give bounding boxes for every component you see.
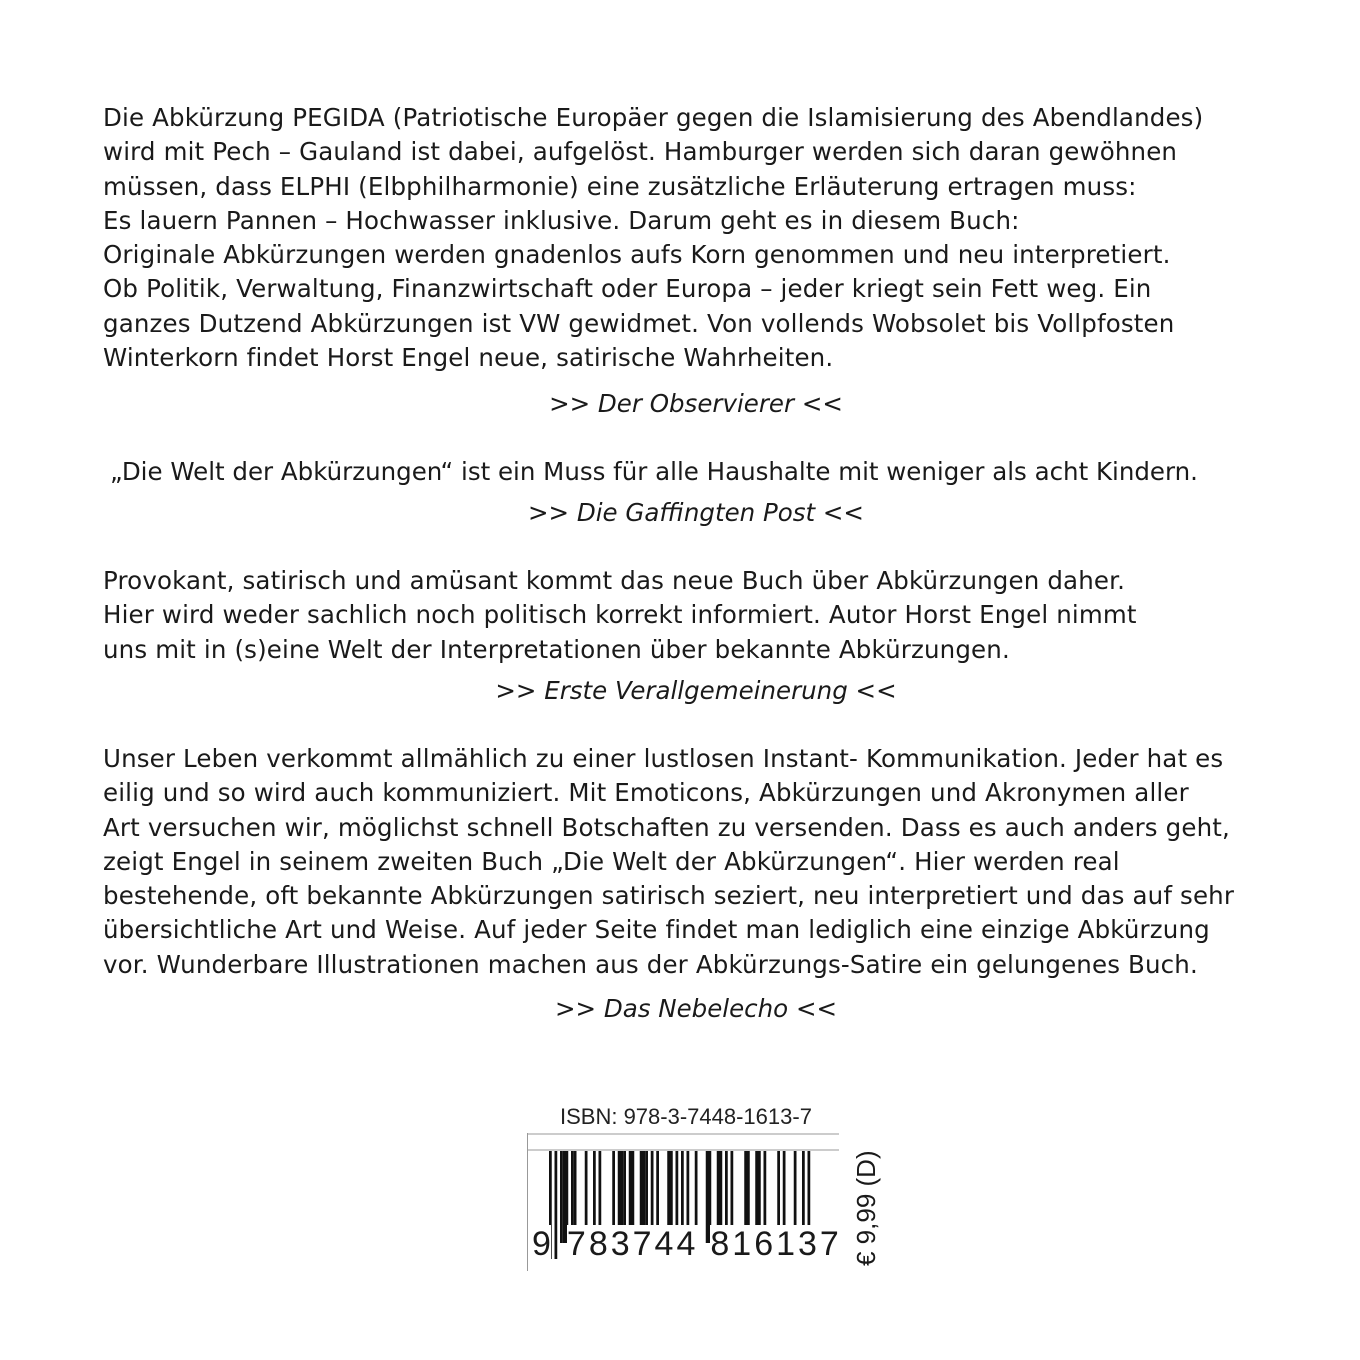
blurb-3-line: Provokant, satirisch und amüsant kommt das neue Buch über Abkürzungen daher. (103, 566, 1126, 595)
blurb-4-line: übersichtliche Art und Weise. Auf jeder Seite findet man lediglich eine einzige Abkürzung (103, 915, 1210, 945)
blurb-1-line: wird mit Pech – Gauland ist dabei, aufgelöst. Hamburger werden sich daran gewöhnen (103, 137, 1178, 167)
blurb-4-line: vor. Wunderbare Illustrationen machen aus der Abkürzungs-Satire ein gelungenes Buch. (103, 949, 1198, 979)
blurb-1-line: Originale Abkürzungen werden gnadenlos aufs Korn genommen und neu interpretiert. (103, 240, 1171, 270)
blurb-4-line: bestehende, oft bekannte Abkürzungen satirisch seziert, neu interpretiert und das auf sehr (103, 881, 1235, 911)
blurb-4-line: Art versuchen wir, möglichst schnell Botschaften zu versenden. Dass es auch anders geht, (103, 812, 1230, 842)
blurb-3-line: uns mit in (s)eine Welt der Interpretationen über bekannte Abkürzungen. (103, 634, 1010, 664)
barcode-left-group: 783744 (566, 1225, 699, 1263)
price-label: € 9,99 (D) (851, 1150, 881, 1266)
blurb-1-line: Winterkorn findet Horst Engel neue, satirische Wahrheiten. (103, 343, 834, 373)
blurb-4-line: zeigt Engel in seinem zweiten Buch „Die Welt der Abkürzungen“. Hier werden real (103, 846, 1120, 876)
blurb-1 (103, 101, 1303, 375)
blurb-1-line: Ob Politik, Verwaltung, Finanzwirtschaft oder Europa – jeder kriegt sein Fett weg. Ein (103, 274, 1152, 304)
isbn-label: ISBN: 978-3-7448-1613-7 (560, 1104, 812, 1129)
blurb-1-line: Es lauern Pannen – Hochwasser inklusive. Darum geht es in diesem Buch: (103, 205, 1020, 235)
barcode-right-group: 816137 (710, 1225, 842, 1263)
blurb-4 (103, 742, 1303, 982)
blurb-3 (103, 564, 1303, 667)
blurb-2-quote: „Die Welt der Abkürzungen“ ist ein Muss für alle Haushalte mit weniger als acht Kindern. (110, 457, 1198, 486)
blurb-3-line: Hier wird weder sachlich noch politisch korrekt informiert. Autor Horst Engel nimmt (103, 600, 1137, 630)
blurb-1-line: müssen, dass ELPHI (Elbphilharmonie) eine zusätzliche Erläuterung ertragen muss: (103, 171, 1137, 201)
blurb-1-line: Die Abkürzung PEGIDA (Patriotische Europäer gegen die Islamisierung des Abendlandes) (103, 103, 1204, 132)
blurb-3-source: >> Erste Verallgemeinerung << (495, 676, 897, 705)
blurb-1-source: >> Der Observierer << (549, 389, 843, 418)
barcode-digits (532, 1224, 842, 1264)
blurb-4-source: >> Das Nebelecho << (554, 994, 837, 1023)
blurb-1-line: ganzes Dutzend Abkürzungen ist VW gewidmet. Von vollends Wobsolet bis Vollpfosten (103, 308, 1175, 338)
blurb-2-source: >> Die Gaffingten Post << (528, 498, 864, 527)
barcode-first-digit: 9 (532, 1225, 551, 1263)
blurb-4-line: Unser Leben verkommt allmählich zu einer lustlosen Instant- Kommunikation. Jeder hat es (103, 744, 1224, 773)
blurb-4-line: eilig und so wird auch kommuniziert. Mit Emoticons, Abkürzungen und Akronymen aller (103, 778, 1189, 808)
